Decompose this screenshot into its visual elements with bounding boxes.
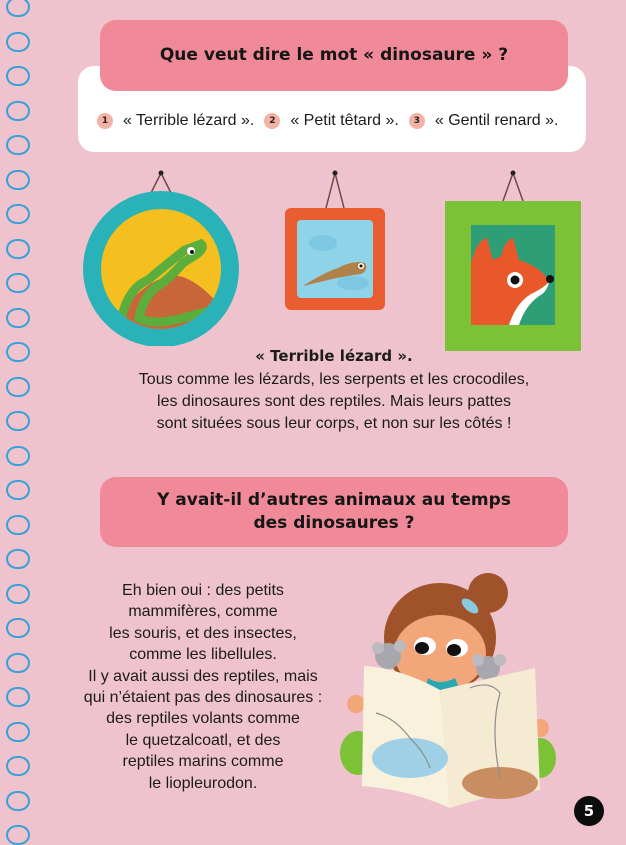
spiral-ring-icon: [6, 618, 30, 638]
fox-frame: [443, 168, 583, 358]
page-number: 5: [574, 796, 604, 826]
spiral-ring-icon: [6, 687, 30, 707]
spiral-ring-icon: [6, 135, 30, 155]
answer-1-line: sont situées sous leur corps, et non sur les côtés !: [156, 415, 512, 432]
spiral-ring-icon: [6, 515, 30, 535]
tadpole-frame: [283, 168, 387, 310]
spiral-ring-icon: [6, 411, 30, 431]
spiral-ring-icon: [6, 653, 30, 673]
answer-2-line: Il y avait aussi des reptiles, mais: [88, 667, 318, 685]
spiral-ring-icon: [6, 825, 30, 845]
answer-2-line: comme les libellules.: [129, 646, 277, 664]
spiral-ring-icon: [6, 756, 30, 776]
answer-2-line: le liopleurodon.: [148, 774, 258, 792]
spiral-ring-icon: [6, 791, 30, 811]
spiral-ring-icon: [6, 342, 30, 362]
answer-2-line: des reptiles volants comme: [106, 710, 300, 728]
answer-option-2[interactable]: [264, 112, 399, 130]
answer-1-line: les dinosaures sont des reptiles. Mais leurs pattes: [157, 393, 511, 410]
answer-1-text: [100, 369, 568, 435]
answer-options: [97, 110, 587, 132]
answer-number-badge: 1: [97, 113, 113, 129]
answer-option-3[interactable]: [409, 112, 559, 130]
question-1-title: Que veut dire le mot « dinosaure » ?: [159, 45, 509, 65]
spiral-ring-icon: [6, 377, 30, 397]
answer-option-1[interactable]: [97, 112, 254, 130]
spiral-ring-icon: [6, 32, 30, 52]
answer-2-line: les souris, et des insectes,: [109, 624, 297, 642]
spiral-ring-icon: [6, 273, 30, 293]
answer-label: « Petit têtard ».: [290, 112, 399, 129]
spiral-binding: [0, 0, 40, 843]
spiral-ring-icon: [6, 101, 30, 121]
spiral-ring-icon: [6, 204, 30, 224]
answer-1-line: Tous comme les lézards, les serpents et les crocodiles,: [138, 371, 530, 388]
answer-1-title: « Terrible lézard ».: [255, 347, 413, 365]
question-1-header: [100, 20, 568, 91]
spiral-ring-icon: [6, 66, 30, 86]
fox-illustration-icon: [443, 168, 583, 358]
answer-2-line: mammifères, comme: [128, 603, 278, 621]
spiral-ring-icon: [6, 308, 30, 328]
girl-reading-illustration-icon: [340, 568, 560, 813]
answer-2-line: qui n’étaient pas des dinosaures :: [83, 689, 323, 707]
spiral-ring-icon: [6, 480, 30, 500]
answer-2-line: Eh bien oui : des petits: [122, 582, 284, 599]
answer-number-badge: 2: [264, 113, 280, 129]
answer-2-line: le quetzalcoatl, et des: [125, 731, 281, 749]
girl-reading-book: [340, 568, 560, 813]
spiral-ring-icon: [6, 549, 30, 569]
question-2-header: [100, 477, 568, 547]
question-2-title-line-2: des dinosaures ?: [253, 513, 415, 533]
spiral-ring-icon: [6, 446, 30, 466]
spiral-ring-icon: [6, 722, 30, 742]
answer-number-badge: 3: [409, 113, 425, 129]
answer-label: « Terrible lézard ».: [123, 112, 255, 129]
question-2-title-line-1: Y avait-il d’autres animaux au temps: [157, 490, 511, 510]
answer-label: « Gentil renard ».: [434, 112, 559, 129]
spiral-ring-icon: [6, 170, 30, 190]
answer-2-text: [78, 580, 328, 794]
lizard-round-frame: [73, 168, 249, 346]
spiral-ring-icon: [6, 0, 30, 17]
tadpole-illustration-icon: [283, 168, 387, 310]
answer-2-line: reptiles marins comme: [122, 753, 284, 771]
spiral-ring-icon: [6, 239, 30, 259]
lizard-illustration-icon: [73, 168, 249, 346]
spiral-ring-icon: [6, 584, 30, 604]
